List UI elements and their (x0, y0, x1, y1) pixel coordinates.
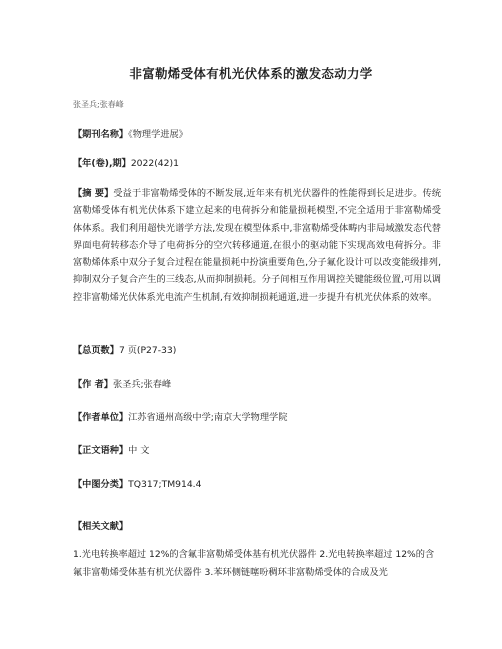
year-issue-field (73, 155, 179, 169)
authors-value: 张圣兵;张春峰 (112, 379, 172, 390)
authors-label: 【作 者】 (73, 379, 113, 390)
related-heading: 【相关文献】 (73, 521, 129, 532)
abstract-label: 【摘 要】 (73, 188, 114, 199)
journal-value: 《物理学进展》 (128, 129, 188, 140)
affiliation-value: 江苏省通州高级中学;南京大学物理学院 (128, 412, 288, 423)
language-field (73, 442, 149, 456)
related-ref-3[interactable]: 3.苯环侧链噻吩稠环非富勒烯受体的合成及光 (204, 566, 388, 578)
affiliation-label: 【作者单位】 (73, 412, 129, 423)
year-issue-label: 【年(卷),期】 (73, 158, 131, 169)
related-ref-1[interactable]: 1.光电转换率超过 12%的含氟非富勒烯受体基有机光伏器件 (73, 549, 317, 560)
pages-label: 【总页数】 (73, 345, 119, 356)
document-title: 非富勒烯受体有机光伏体系的激发态动力学 (129, 66, 373, 81)
authors-field (73, 376, 171, 390)
language-value: 中 文 (128, 445, 150, 456)
pages-field (73, 342, 176, 356)
related-ref-2[interactable]: 2.光电转换率超过 12%的含氟非富勒烯受体基有机光伏器件 (73, 549, 435, 578)
classification-label: 【中图分类】 (73, 479, 129, 490)
abstract-text: 受益于非富勒烯受体的不断发展,近年来有机光伏器件的性能得到长足进步。传统富勒烯受体有机光伏体系下建立起来的电荷拆分和能量损耗模型,不完全适用于非富勒烯受体体系。我们利用超快光谱学方法,发现在模型体系中,非富勒烯受体畴内非局域激发态代替界面电荷转移态介导了电荷拆分的空穴转移通道,在很小的驱动能下实现高效电荷拆分。非富勒烯体系中双分子复合过程在能量损耗中扮演重要角色,分子氟化设计可以改变能级排列,抑制双分子复合产生的三线态,从而抑制损耗。分子间相互作用调控关键能级位置,可用以调控非富勒烯光伏体系光电流产生机制,有效抑制损耗通道,进一步提升有机光伏体系的效率。 (73, 188, 442, 303)
related-list (73, 546, 441, 581)
language-label: 【正文语种】 (73, 445, 129, 456)
classification-field (73, 476, 201, 490)
authors-line: 张圣兵;张春峰 (73, 100, 124, 109)
abstract-block (73, 185, 441, 306)
journal-field (73, 126, 188, 140)
year-issue-value: 2022(42)1 (130, 158, 179, 169)
pages-value: 7 页(P27-33) (118, 345, 177, 356)
affiliation-field (73, 409, 287, 423)
journal-label: 【期刊名称】 (73, 129, 129, 140)
classification-value: TQ317;TM914.4 (128, 479, 202, 490)
